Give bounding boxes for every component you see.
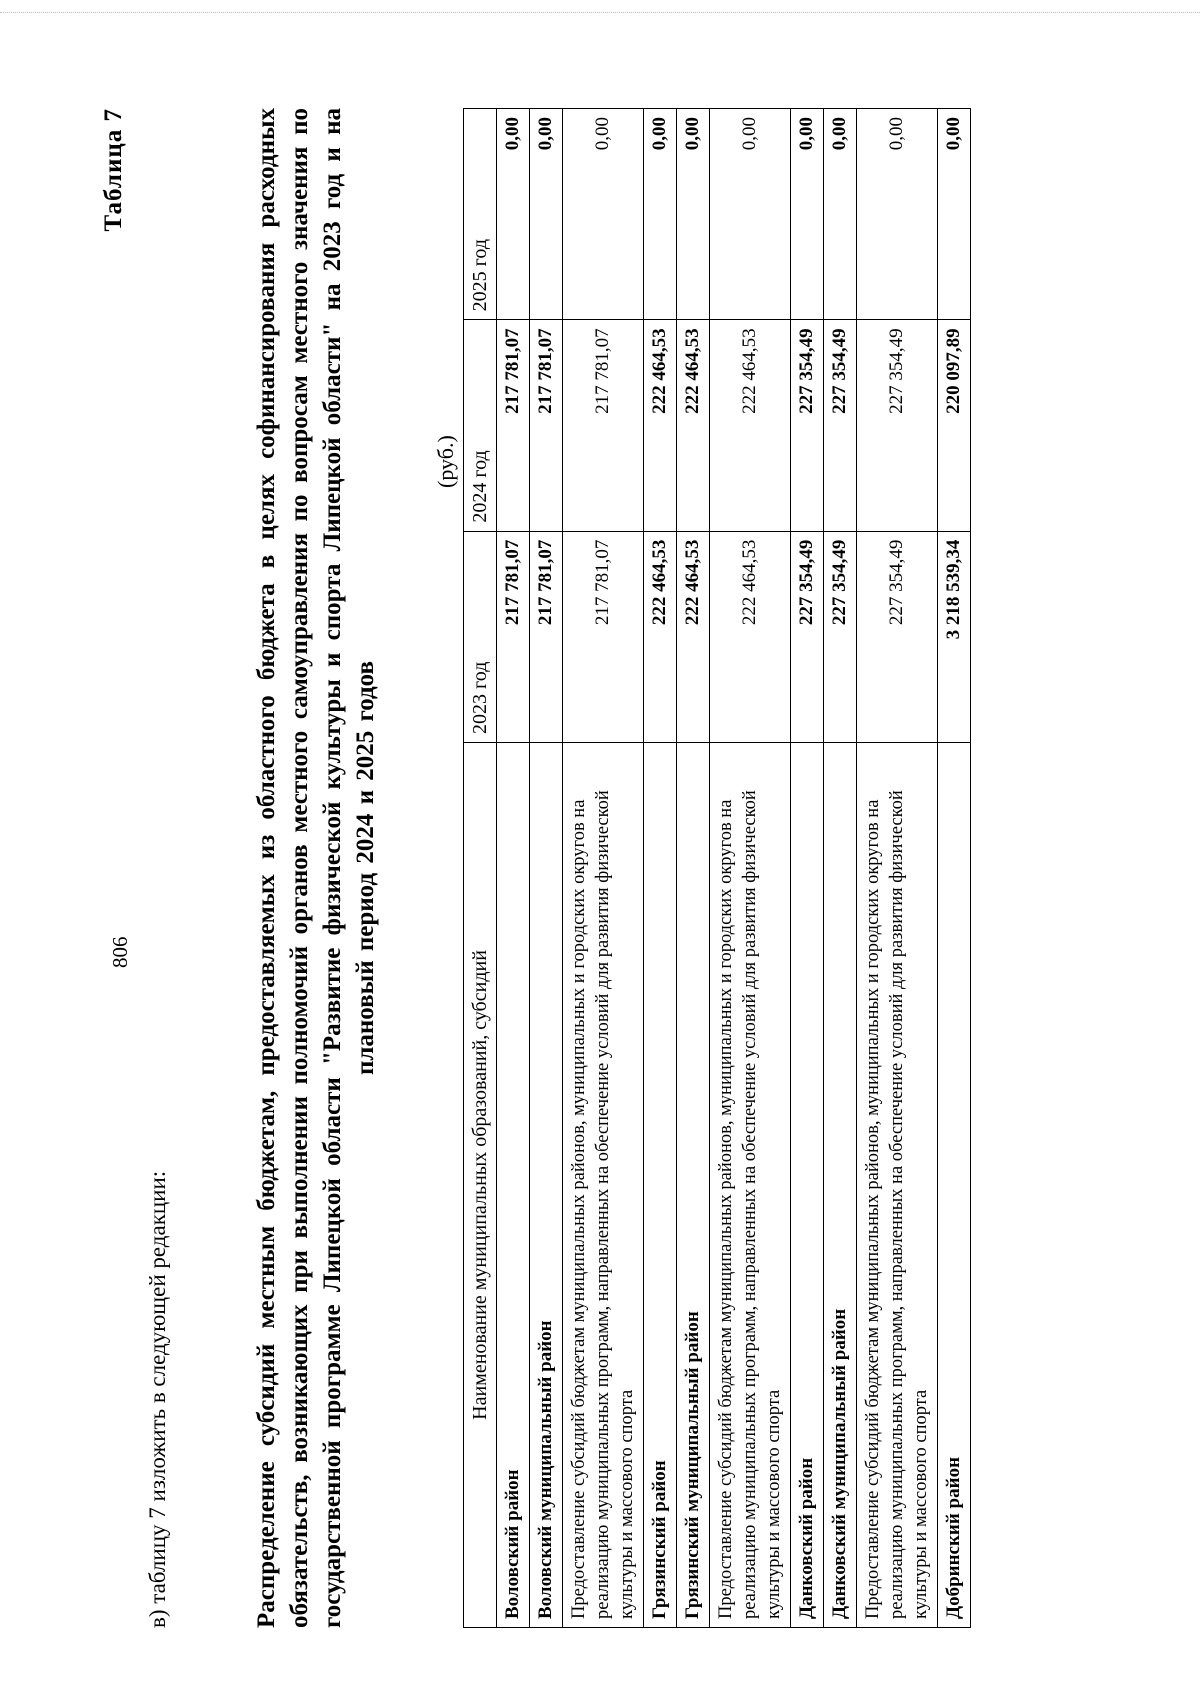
cell-2025: 0,00 (938, 109, 971, 320)
row-name: Добринский район (938, 742, 971, 1627)
subsidy-table (463, 108, 971, 1628)
table-row (677, 109, 710, 1628)
table-row (563, 109, 644, 1628)
cell-2023: 222 464,53 (677, 531, 710, 742)
row-name: Данковский район (791, 742, 824, 1627)
table-row (824, 109, 857, 1628)
cell-2023: 217 781,07 (563, 531, 644, 742)
table-heading: Распределение субсидий местным бюджетам, предоставляемых из областного бюджета в целях софинансирования расходных обязательств, возникающих при выполнении полномочий органов местного самоуправления по вопросам местного значения по государственной программе Липецкой области "Развитие физической культуры и спорта Липецкой области" на 2023 год и на плановый период 2024 и 2025 годов (253, 108, 379, 1628)
row-name: Предоставление субсидий бюджетам муниципальных районов, муниципальных и городских округов на реализацию муниципальных программ, направленных на обеспечение условий для развития физической культуры и массового спорта (563, 742, 644, 1627)
table-row (857, 109, 938, 1628)
cell-2023: 227 354,49 (791, 531, 824, 742)
cell-2023: 222 464,53 (710, 531, 791, 742)
header-name: Наименование муниципальных образований, субсидий (464, 742, 497, 1627)
table-row (791, 109, 824, 1628)
row-name: Грязинский муниципальный район (677, 742, 710, 1627)
unit-label: (руб.) (433, 435, 458, 488)
cell-2025: 0,00 (857, 109, 938, 320)
row-name: Предоставление субсидий бюджетам муниципальных районов, муниципальных и городских округов на реализацию муниципальных программ, направленных на обеспечение условий для развития физической культуры и массового спорта (710, 742, 791, 1627)
cell-2024: 217 781,07 (497, 320, 530, 531)
header-2024: 2024 год (464, 320, 497, 531)
cell-2024: 227 354,49 (824, 320, 857, 531)
cell-2025: 0,00 (677, 109, 710, 320)
table-row (644, 109, 677, 1628)
cell-2023: 217 781,07 (530, 531, 563, 742)
cell-2023: 227 354,49 (824, 531, 857, 742)
row-name: Грязинский район (644, 742, 677, 1627)
page-number: 806 (108, 936, 132, 968)
cell-2025: 0,00 (710, 109, 791, 320)
intro-text: в) таблицу 7 изложить в следующей редакции: (145, 1170, 170, 1628)
table-row (497, 109, 530, 1628)
cell-2025: 0,00 (644, 109, 677, 320)
cell-2023: 222 464,53 (644, 531, 677, 742)
cell-2025: 0,00 (563, 109, 644, 320)
cell-2024: 217 781,07 (563, 320, 644, 531)
cell-2025: 0,00 (530, 109, 563, 320)
cell-2024: 227 354,49 (857, 320, 938, 531)
header-2025: 2025 год (464, 109, 497, 320)
row-name: Предоставление субсидий бюджетам муниципальных районов, муниципальных и городских округов на реализацию муниципальных программ, направленных на обеспечение условий для развития физической культуры и массового спорта (857, 742, 938, 1627)
cell-2024: 222 464,53 (710, 320, 791, 531)
table-row (710, 109, 791, 1628)
cell-2025: 0,00 (791, 109, 824, 320)
cell-2024: 217 781,07 (530, 320, 563, 531)
cell-2025: 0,00 (824, 109, 857, 320)
cell-2025: 0,00 (497, 109, 530, 320)
cell-2024: 222 464,53 (677, 320, 710, 531)
row-name: Воловский район (497, 742, 530, 1627)
table-row (938, 109, 971, 1628)
cell-2023: 217 781,07 (497, 531, 530, 742)
cell-2024: 227 354,49 (791, 320, 824, 531)
scan-edge-line (0, 12, 1200, 13)
cell-2024: 222 464,53 (644, 320, 677, 531)
cell-2023: 227 354,49 (857, 531, 938, 742)
table-row (530, 109, 563, 1628)
table-label: Таблица 7 (100, 108, 127, 232)
rotated-page (100, 108, 1100, 1628)
row-name: Данковский муниципальный район (824, 742, 857, 1627)
row-name: Воловский муниципальный район (530, 742, 563, 1627)
header-2023: 2023 год (464, 531, 497, 742)
cell-2023: 3 218 539,34 (938, 531, 971, 742)
table-header-row (464, 109, 497, 1628)
table-body (497, 109, 971, 1628)
cell-2024: 220 097,89 (938, 320, 971, 531)
